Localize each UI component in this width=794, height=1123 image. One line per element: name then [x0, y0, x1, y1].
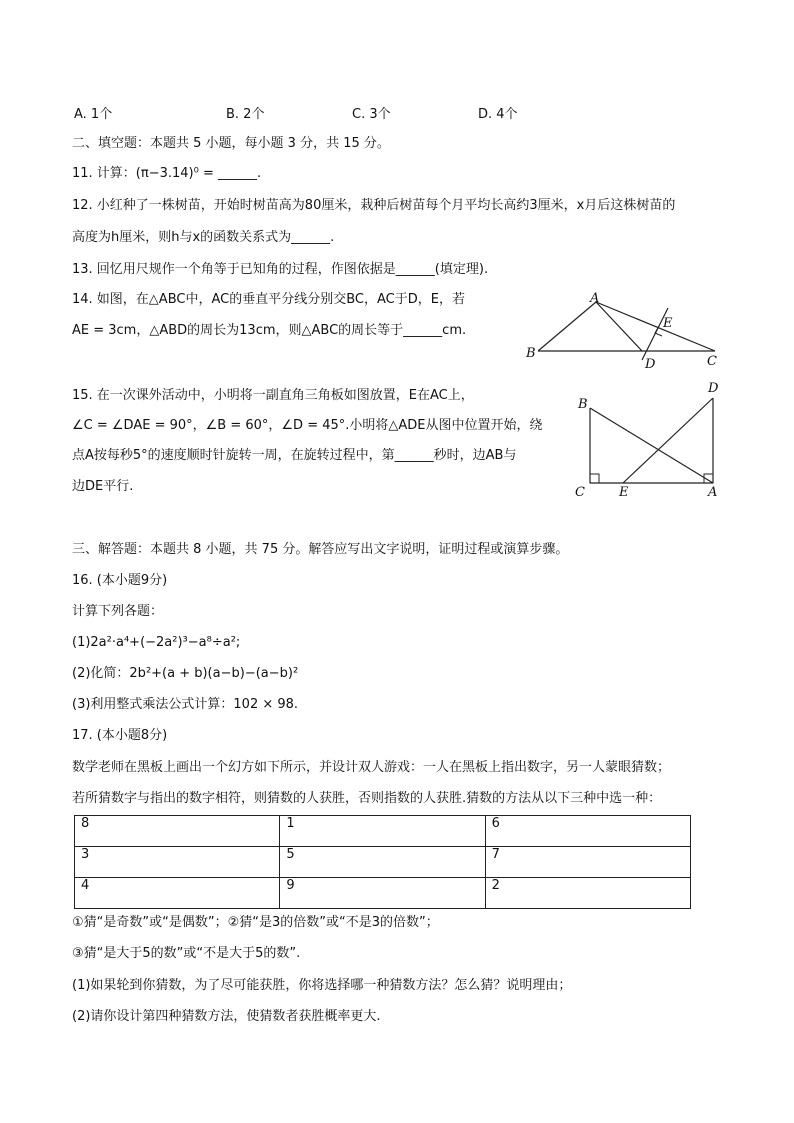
question-15-line2: ∠C = ∠DAE = 90°，∠B = 60°，∠D = 45°.小明将△ADE从图中位置开始，绕	[72, 418, 543, 433]
question-14-line2: AE = 3cm，△ABD的周长为13cm，则△ABC的周长等于______cm.	[72, 323, 467, 338]
right-angle-c	[590, 474, 599, 483]
table-cell: 5	[280, 847, 485, 878]
section3-heading: 三、解答题：本题共 8 小题，共 75 分。解答应写出文字说明，证明过程或演算步骤。	[72, 542, 569, 557]
label-d: D	[708, 381, 719, 396]
question-12-line2: 高度为h厘米，则h与x的函数关系式为______.	[72, 230, 335, 245]
question-17-methods2: ③猜“是大于5的数”或“不是大于5的数”.	[72, 946, 301, 961]
option-b: B. 2个	[226, 107, 265, 122]
question-16-title: 16. (本小题9分)	[72, 573, 168, 588]
table-cell: 7	[485, 847, 690, 878]
label-b: B	[578, 397, 588, 412]
right-angle-mark	[655, 326, 662, 336]
question-14-line1: 14. 如图，在△ABC中，AC的垂直平分线分别交BC，AC于D，E，若	[72, 292, 465, 307]
question-12-line1: 12. 小红种了一株树苗，开始时树苗高为80厘米，栽种后树苗每个月平均长高约3厘米，x月后这株树苗的	[72, 198, 676, 213]
segment-ad	[596, 302, 642, 351]
table-cell: 1	[280, 816, 485, 847]
question-15-line4: 边DE平行.	[72, 479, 134, 494]
table-cell: 3	[75, 847, 280, 878]
segment-ab	[538, 302, 596, 351]
label-a: A	[708, 485, 718, 500]
question-11: 11. 计算：(π−3.14)⁰ = ______.	[72, 166, 262, 181]
option-a: A. 1个	[74, 107, 113, 122]
question-17-part2: (2)请你设计第四种猜数方法，使猜数者获胜概率更大.	[72, 1009, 381, 1024]
label-e: E	[619, 485, 629, 500]
segment-de	[623, 398, 713, 483]
table-row	[75, 878, 691, 909]
triangle-figure-15	[570, 378, 730, 503]
table-cell: 2	[485, 878, 690, 909]
option-d: D. 4个	[478, 107, 518, 122]
question-17-part1: (1)如果轮到你猜数，为了尽可能获胜，你将选择哪一种猜数方法？怎么猜？说明理由；	[72, 978, 572, 993]
question-15-line1: 15. 在一次课外活动中，小明将一副直角三角板如图放置，E在AC上，	[72, 388, 474, 403]
label-c: C	[707, 354, 717, 369]
question-16-part1: (1)2a²·a⁴+(−2a²)³−a⁸÷a²;	[72, 635, 241, 650]
magic-square-table	[74, 815, 691, 909]
question-16-part3: (3)利用整式乘法公式计算：102 × 98.	[72, 697, 299, 712]
question-16-intro: 计算下列各题：	[72, 604, 164, 619]
label-b: B	[526, 346, 536, 361]
question-17-line2: 若所猜数字与指出的数字相符，则猜数的人获胜，否则指数的人获胜.猜数的方法从以下三种中选一种：	[72, 791, 662, 806]
table-row	[75, 847, 691, 878]
triangle-figure-14	[520, 290, 720, 370]
question-13: 13. 回忆用尺规作一个角等于已知角的过程，作图依据是______(填定理).	[72, 262, 489, 277]
question-17-line1: 数学老师在黑板上画出一个幻方如下所示，并设计双人游戏：一人在黑板上指出数字，另一人蒙眼猜数；	[72, 760, 671, 775]
table-cell: 6	[485, 816, 690, 847]
label-a: A	[590, 291, 600, 306]
option-c: C. 3个	[352, 107, 391, 122]
question-17-methods1: ①猜“是奇数”或“是偶数”；②猜“是3的倍数”或“不是3的倍数”；	[72, 915, 439, 930]
table-cell: 9	[280, 878, 485, 909]
question-17-title: 17. (本小题8分)	[72, 728, 168, 743]
label-e: E	[663, 316, 673, 331]
segment-ba	[590, 408, 713, 483]
label-c: C	[575, 485, 585, 500]
segment-ac	[596, 302, 715, 351]
table-cell: 8	[75, 816, 280, 847]
question-16-part2: (2)化简：2b²+(a + b)(a−b)−(a−b)²	[72, 666, 299, 681]
section2-heading: 二、填空题：本题共 5 小题，每小题 3 分，共 15 分。	[72, 136, 390, 151]
table-cell: 4	[75, 878, 280, 909]
label-d: D	[645, 357, 656, 372]
question-15-line3: 点A按每秒5°的速度顺时针旋转一周，在旋转过程中，第______秒时，边AB与	[72, 448, 517, 463]
table-row	[75, 816, 691, 847]
